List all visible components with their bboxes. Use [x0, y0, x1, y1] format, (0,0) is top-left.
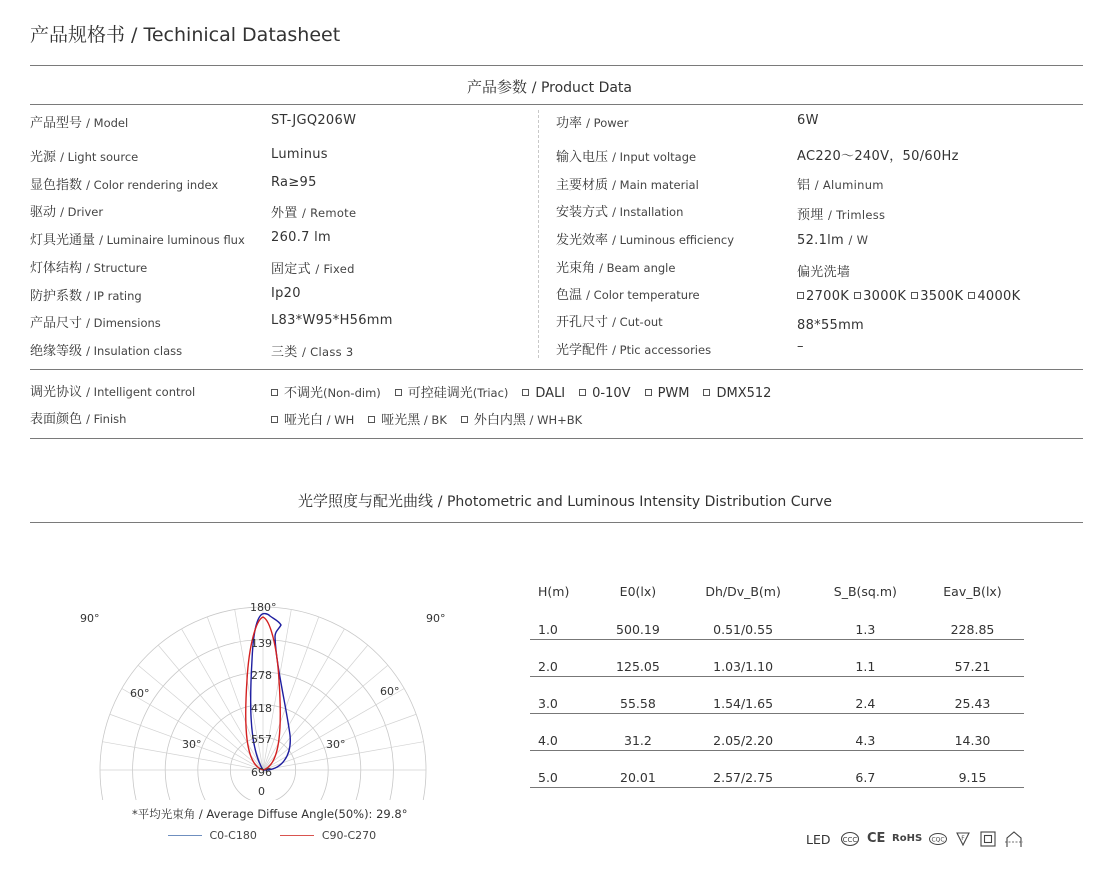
table-row [530, 713, 1024, 750]
value-en: / Remote [302, 206, 357, 220]
table-cell: 25.43 [921, 676, 1024, 713]
column-header: H(m) [538, 583, 570, 599]
option-label-cn: 不调光 [284, 386, 324, 401]
spec-value [271, 341, 354, 360]
angle-label: 60° [380, 685, 400, 698]
angle-label: 90° [80, 612, 100, 625]
divider [30, 104, 1083, 105]
spec-label [30, 257, 147, 276]
spec-label [30, 229, 245, 248]
option-item[interactable] [395, 382, 509, 401]
spec-label [556, 201, 683, 220]
table-cell: 2.57/2.75 [676, 750, 809, 787]
photometric-title [298, 490, 832, 511]
option-item[interactable] [703, 386, 771, 401]
illuminance-table [530, 580, 1024, 788]
table-cell: 6.7 [810, 750, 921, 787]
label-en: / Power [586, 116, 629, 130]
value-main: 6W [797, 113, 819, 128]
angle-label: 90° [426, 612, 446, 625]
label-cn: 发光效率 [556, 233, 613, 248]
label-en: / Luminous efficiency [612, 233, 735, 247]
checkbox[interactable] [911, 292, 918, 299]
svg-text:CCC: CCC [842, 836, 858, 844]
section-title-cn: 产品参数 [467, 78, 528, 96]
label-en: / Luminaire luminous flux [99, 233, 245, 247]
value-en: / Fixed [315, 262, 355, 276]
legend-item-c90 [280, 829, 376, 842]
option-item[interactable] [271, 382, 381, 401]
polar-distribution-diagram [60, 575, 480, 800]
option-item[interactable] [461, 409, 582, 428]
svg-text:F: F [961, 835, 965, 842]
label-cn: 灯体结构 [30, 261, 87, 276]
table-cell: 1.03/1.10 [676, 639, 809, 676]
cct-option[interactable] [968, 289, 1020, 304]
table-cell: 4.0 [530, 713, 599, 750]
spec-label [30, 146, 138, 165]
label-en: / Finish [86, 412, 127, 426]
value-main: Ip20 [271, 286, 301, 301]
option-label-en: / WH+BK [525, 413, 583, 427]
beam-angle-note: *平均光束角 / Average Diffuse Angle(50%): 29.8° [132, 807, 408, 821]
value-main: 88*55mm [797, 318, 865, 333]
spec-value [271, 258, 355, 277]
spec-value [797, 339, 804, 354]
section-title-cn: 光学照度与配光曲线 [298, 492, 434, 510]
radial-label: 696 [251, 766, 272, 779]
value-main: 铝 [797, 178, 815, 193]
table-row [530, 676, 1024, 713]
checkbox[interactable] [271, 389, 278, 396]
angle-label: 30° [182, 738, 202, 751]
led-mark: LED [806, 832, 831, 847]
table-cell: 2.0 [530, 639, 599, 676]
radial-label: 557 [251, 733, 272, 746]
value-en: / W [848, 233, 869, 247]
cct-option[interactable] [797, 289, 849, 304]
table-cell: 4.3 [810, 713, 921, 750]
rohs-mark: RoHS [892, 833, 923, 844]
control-label [30, 381, 195, 400]
column-header: Dh/Dv_B(m) [705, 583, 781, 599]
spec-label [30, 312, 161, 331]
option-label-en: / BK [420, 413, 447, 427]
spec-value [797, 289, 1025, 304]
table-header-row [530, 580, 1024, 602]
spec-label [30, 112, 128, 131]
spec-label [556, 112, 628, 131]
divider [30, 438, 1083, 439]
label-en: / Installation [612, 205, 684, 219]
cct-option[interactable] [854, 289, 906, 304]
table-cell: 55.58 [599, 676, 676, 713]
value-main: AC220～240V，50/60Hz [797, 149, 959, 164]
checkbox[interactable] [854, 292, 861, 299]
spec-value [797, 174, 884, 193]
table-cell: 1.1 [810, 639, 921, 676]
table-cell: 500.19 [599, 602, 676, 639]
section-title-en: / Photometric and Luminous Intensity Distribution Curve [437, 494, 833, 510]
checkbox[interactable] [797, 292, 804, 299]
angle-label: 60° [130, 687, 150, 700]
label-en: / Intelligent control [86, 385, 196, 399]
label-cn: 输入电压 [556, 150, 613, 165]
checkbox[interactable] [579, 389, 586, 396]
option-label-cn: PWM [657, 386, 690, 401]
label-cn: 主要材质 [556, 178, 613, 193]
spec-value [797, 113, 819, 128]
value-main: – [797, 339, 804, 354]
option-label-cn: DMX512 [716, 386, 772, 401]
spec-value [271, 313, 393, 328]
label-en: / Main material [612, 178, 699, 192]
table-cell: 1.3 [810, 602, 921, 639]
checkbox[interactable] [703, 389, 710, 396]
label-cn: 光束角 [556, 261, 600, 276]
table-row [530, 639, 1024, 676]
label-en: / Beam angle [599, 261, 676, 275]
label-cn: 功率 [556, 116, 587, 131]
label-cn: 开孔尺寸 [556, 315, 613, 330]
table-body [530, 602, 1024, 787]
option-item[interactable] [645, 386, 690, 401]
radial-label: 278 [251, 669, 272, 682]
cct-label: 3000K [863, 289, 907, 304]
checkbox[interactable] [645, 389, 652, 396]
table-cell: 5.0 [530, 750, 599, 787]
document-title: 产品规格书 / Techinical Datasheet [30, 24, 341, 46]
option-label-cn: 0-10V [592, 386, 631, 401]
option-label-en: (Non-dim) [323, 386, 381, 400]
checkbox[interactable] [522, 389, 529, 396]
option-label-cn: 可控硅调光 [407, 386, 473, 401]
table-row [530, 602, 1024, 639]
label-cn: 灯具光通量 [30, 233, 100, 248]
divider [30, 522, 1083, 523]
spec-value [271, 230, 331, 245]
value-en: / Class 3 [302, 345, 354, 359]
value-main: 三类 [271, 345, 303, 360]
label-cn: 显色指数 [30, 178, 87, 193]
value-main: 260.7 lm [271, 230, 332, 245]
option-label-en: (Triac) [472, 386, 509, 400]
table-cell: 228.85 [921, 602, 1024, 639]
label-en: / Insulation class [86, 344, 183, 358]
label-cn: 表面颜色 [30, 412, 83, 427]
value-main: 固定式 [271, 262, 316, 277]
spec-label [556, 311, 663, 330]
label-cn: 防护系数 [30, 289, 87, 304]
label-cn: 安装方式 [556, 205, 613, 220]
label-cn: 调光协议 [30, 385, 83, 400]
angle-label: 180° [250, 601, 277, 614]
label-en: / Structure [86, 261, 148, 275]
label-en: / Light source [60, 150, 139, 164]
value-main: 52.1lm [797, 233, 849, 248]
option-item[interactable] [368, 409, 447, 428]
cct-label: 4000K [977, 289, 1021, 304]
f-mark-triangle-icon [955, 830, 971, 848]
cct-option[interactable] [911, 289, 963, 304]
spec-value [271, 202, 356, 221]
cct-label: 3500K [920, 289, 964, 304]
value-main: 外置 [271, 206, 303, 221]
checkbox[interactable] [395, 389, 402, 396]
angle-label: 30° [326, 738, 346, 751]
value-en: / Aluminum [814, 178, 884, 192]
table-cell: 20.01 [599, 750, 676, 787]
label-cn: 绝缘等级 [30, 344, 87, 359]
table-cell: 14.30 [921, 713, 1024, 750]
spec-value [797, 145, 959, 164]
option-label-en: / WH [323, 413, 355, 427]
legend-line-c90 [280, 835, 314, 836]
spec-label [556, 257, 675, 276]
recessed-mount-icon [1004, 830, 1024, 848]
value-main: Luminus [271, 147, 328, 162]
label-en: / Ptic accessories [612, 343, 712, 357]
ccc-mark-icon [840, 830, 860, 848]
angle-label: 0 [258, 785, 265, 798]
spec-value [797, 233, 868, 248]
spec-value [797, 204, 885, 223]
table-row [530, 750, 1024, 787]
label-en: / Dimensions [86, 316, 161, 330]
table-cell: 1.0 [530, 602, 599, 639]
table-cell: 57.21 [921, 639, 1024, 676]
spec-label [556, 339, 711, 358]
radial-label: 418 [251, 702, 272, 715]
table-cell: 0.51/0.55 [676, 602, 809, 639]
spec-label [30, 201, 103, 220]
option-item[interactable] [271, 409, 354, 428]
label-en: / IP rating [86, 289, 142, 303]
option-item[interactable] [522, 386, 565, 401]
label-en: / Input voltage [612, 150, 697, 164]
cqc-mark-icon [928, 830, 948, 848]
legend [168, 829, 376, 842]
spec-label [30, 285, 142, 304]
column-header: Eav_B(lx) [943, 583, 1002, 599]
spec-value [271, 286, 301, 301]
table-cell: 125.05 [599, 639, 676, 676]
checkbox[interactable] [368, 416, 375, 423]
ce-mark: CE [867, 831, 886, 846]
table-cell: 3.0 [530, 676, 599, 713]
label-cn: 驱动 [30, 205, 61, 220]
cct-label: 2700K [806, 289, 850, 304]
table-cell: 9.15 [921, 750, 1024, 787]
svg-text:CQC: CQC [931, 836, 945, 844]
option-label-cn: DALI [535, 386, 566, 401]
option-label-cn: 哑光黑 [381, 413, 421, 428]
column-header: E0(lx) [619, 583, 657, 599]
spec-label [30, 174, 218, 193]
option-label-cn: 哑光白 [284, 413, 324, 428]
value-main: ST-JGQ206W [271, 113, 357, 128]
finish-label [30, 408, 126, 427]
label-cn: 产品型号 [30, 116, 87, 131]
spec-value [271, 147, 328, 162]
spec-value [271, 113, 356, 128]
section-title-en: / Product Data [531, 80, 632, 96]
table-cell: 2.05/2.20 [676, 713, 809, 750]
value-main: Ra≥95 [271, 175, 317, 190]
checkbox[interactable] [968, 292, 975, 299]
finish-options [271, 409, 596, 428]
spec-value [797, 261, 850, 280]
checkbox[interactable] [271, 416, 278, 423]
spec-label [556, 284, 700, 303]
checkbox[interactable] [461, 416, 468, 423]
spec-value [797, 318, 864, 333]
value-main: 预埋 [797, 208, 829, 223]
legend-label: C0-C180 [209, 829, 257, 842]
spec-label [30, 340, 182, 359]
product-data-title [467, 76, 632, 97]
spec-label [556, 174, 699, 193]
label-en: / Color rendering index [86, 178, 219, 192]
spec-value [271, 175, 317, 190]
table-cell: 2.4 [810, 676, 921, 713]
label-cn: 产品尺寸 [30, 316, 87, 331]
divider [30, 369, 1083, 370]
label-en: / Model [86, 116, 129, 130]
value-main: 偏光洗墙 [797, 265, 851, 280]
label-en: / Cut-out [612, 315, 663, 329]
radial-label: 139 [251, 637, 272, 650]
label-cn: 光学配件 [556, 343, 613, 358]
option-item[interactable] [579, 386, 630, 401]
table-cell: 1.54/1.65 [676, 676, 809, 713]
legend-item-c0 [168, 829, 257, 842]
value-main: L83*W95*H56mm [271, 313, 393, 328]
spec-label [556, 229, 734, 248]
label-cn: 色温 [556, 288, 587, 303]
column-divider [538, 110, 539, 358]
class-ii-icon [979, 830, 997, 848]
spec-label [556, 146, 696, 165]
value-en: / Trimless [828, 208, 886, 222]
divider [30, 65, 1083, 66]
option-label-cn: 外白内黑 [473, 413, 526, 428]
label-en: / Color temperature [586, 288, 700, 302]
legend-line-c0 [168, 835, 202, 836]
label-cn: 光源 [30, 150, 61, 165]
table-cell: 31.2 [599, 713, 676, 750]
label-en: / Driver [60, 205, 104, 219]
control-options [271, 382, 785, 401]
legend-label: C90-C270 [321, 829, 377, 842]
column-header: S_B(sq.m) [833, 583, 897, 599]
